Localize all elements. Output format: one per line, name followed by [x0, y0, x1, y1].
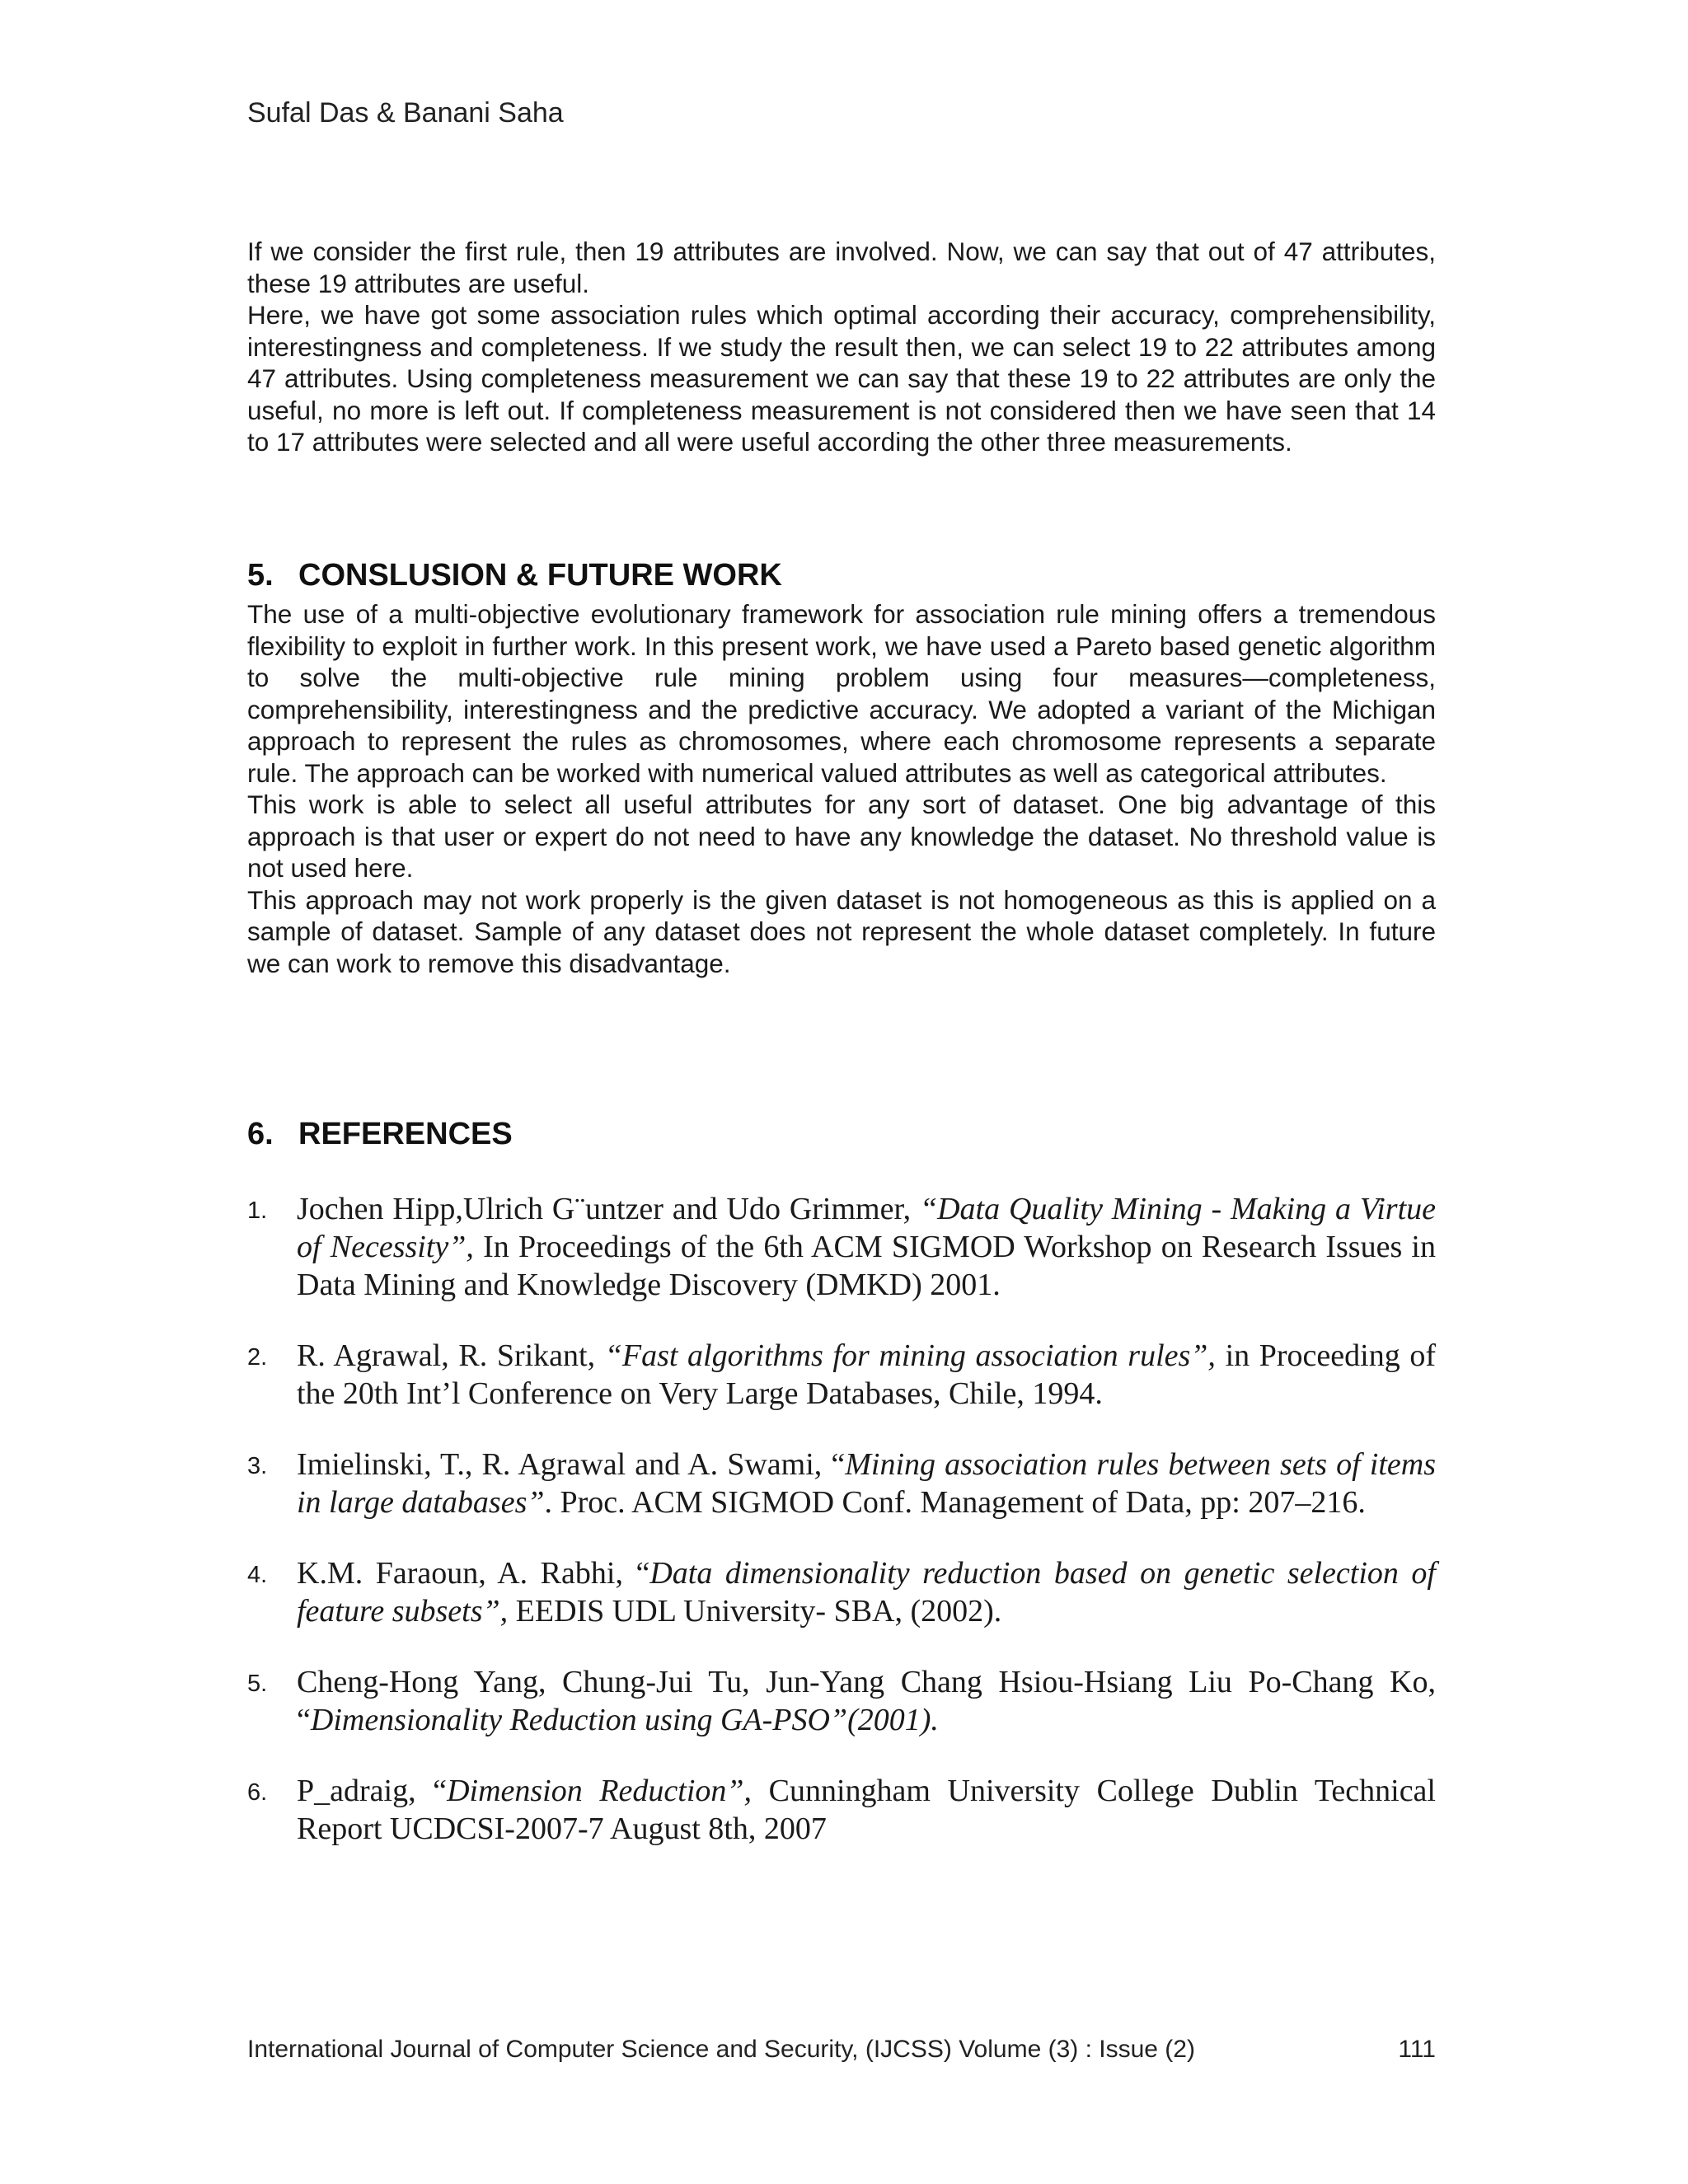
intro-paragraph-2: Here, we have got some association rules which optimal according their accuracy, comprehensibility, interestingness and completeness. If we study the result then, we can select 19 to 22 attributes among 47 attributes. Using completeness measurement we can say that these 19 to 22 attributes are only the useful, no more is left out. If completeness measurement is not considered then we have seen that 14 to 17 attributes were selected and all were useful according the other three measurements. — [247, 300, 1436, 457]
reference-title: “Data Quality Mining - Making a Virtue of Necessity”, — [297, 1192, 1436, 1264]
reference-number: 4. — [247, 1562, 268, 1588]
reference-title: Dimension Reduction”, — [447, 1774, 753, 1808]
reference-text — [297, 1337, 1436, 1413]
reference-list — [247, 1190, 1436, 1848]
reference-number: 3. — [247, 1453, 268, 1479]
reference-number: 2. — [247, 1344, 268, 1371]
references-heading — [247, 1117, 1436, 1152]
reference-source: EEDIS UDL University- SBA, (2002). — [508, 1594, 1002, 1629]
reference-title: “Fast algorithms for mining association rules”, — [604, 1338, 1216, 1373]
reference-authors: K.M. Faraoun, A. Rabhi, “ — [297, 1556, 650, 1591]
intro-paragraph-1: If we consider the first rule, then 19 attributes are involved. Now, we can say that out of 47 attributes, these 19 attributes are useful. — [247, 237, 1436, 298]
reference-item — [247, 1554, 1436, 1630]
reference-authors: P_adraig, “ — [297, 1774, 448, 1808]
conclusion-section — [247, 558, 1436, 979]
conclusion-paragraph-1: The use of a multi-objective evolutionary framework for association rule mining offers a tremendous flexibility to exploit in further work. In this present work, we have used a Pareto based genetic algorithm to solve the multi-objective rule mining problem using four measures—completeness, comprehensibility, interestingness and the predictive accuracy. We adopted a variant of the Michigan approach to represent the rules as chromosomes, where each chromosome represents a separate rule. The approach can be worked with numerical valued attributes as well as categorical attributes. — [247, 599, 1436, 788]
footer-page-number: 111 — [1398, 2036, 1436, 2063]
reference-item — [247, 1772, 1436, 1848]
references-heading-title: REFERENCES — [298, 1117, 513, 1151]
reference-text — [297, 1663, 1436, 1739]
conclusion-paragraph-3: This approach may not work properly is the given dataset is not homogeneous as this is applied on a sample of dataset. Sample of any dataset does not represent the whole dataset completely. In future we can work to remove this disadvantage. — [247, 884, 1436, 978]
reference-authors: Cheng-Hong Yang, Chung-Jui Tu, Jun-Yang Chang Hsiou-Hsiang Liu Po-Chang Ko, “ — [297, 1665, 1436, 1737]
reference-source: . Proc. ACM SIGMOD Conf. Management of Data, pp: 207–216. — [544, 1485, 1366, 1520]
reference-title: Data dimensionality reduction based on genetic selection of feature subsets”, — [297, 1556, 1436, 1629]
references-section — [247, 1117, 1436, 1881]
reference-text — [297, 1190, 1436, 1304]
reference-item — [247, 1663, 1436, 1739]
conclusion-heading-title: CONSLUSION & FUTURE WORK — [298, 558, 782, 593]
reference-source: In Proceedings of the 6th ACM SIGMOD Workshop on Research Issues in Data Mining and Knowledge Discovery (DMKD) 2001. — [297, 1230, 1436, 1302]
conclusion-heading — [247, 558, 1436, 593]
reference-source: in Proceeding of the 20th Int’l Conference on Very Large Databases, Chile, 1994. — [297, 1338, 1436, 1411]
reference-title: Mining association rules between sets of items in large databases” — [297, 1447, 1437, 1520]
reference-title: Dimensionality Reduction using GA-PSO”(2001). — [310, 1703, 939, 1737]
reference-authors: Jochen Hipp,Ulrich G¨untzer and Udo Grimmer, — [297, 1192, 920, 1226]
reference-source: Cunningham University College Dublin Technical Report UCDCSI-2007-7 August 8th, 2007 — [297, 1774, 1436, 1846]
reference-item — [247, 1190, 1436, 1304]
running-header-authors: Sufal Das & Banani Saha — [247, 97, 564, 129]
conclusion-heading-number: 5. — [247, 558, 274, 593]
conclusion-paragraph-2: This work is able to select all useful attributes for any sort of dataset. One big advantage of this approach is that user or expert do not need to have any knowledge the dataset. No threshold value is not used here. — [247, 790, 1436, 883]
reference-number: 5. — [247, 1671, 268, 1697]
reference-text — [297, 1554, 1436, 1630]
footer-journal: International Journal of Computer Science and Security, (IJCSS) Volume (3) : Issue (2) — [247, 2036, 1195, 2063]
intro-section — [247, 236, 1436, 458]
reference-text — [297, 1446, 1436, 1521]
reference-number: 6. — [247, 1779, 268, 1806]
page-footer — [247, 2036, 1436, 2064]
reference-item — [247, 1446, 1436, 1521]
reference-authors: R. Agrawal, R. Srikant, — [297, 1338, 605, 1373]
reference-number: 1. — [247, 1197, 268, 1224]
reference-authors: Imielinski, T., R. Agrawal and A. Swami, “ — [297, 1447, 846, 1482]
reference-item — [247, 1337, 1436, 1413]
reference-text — [297, 1772, 1436, 1848]
references-heading-number: 6. — [247, 1117, 274, 1151]
